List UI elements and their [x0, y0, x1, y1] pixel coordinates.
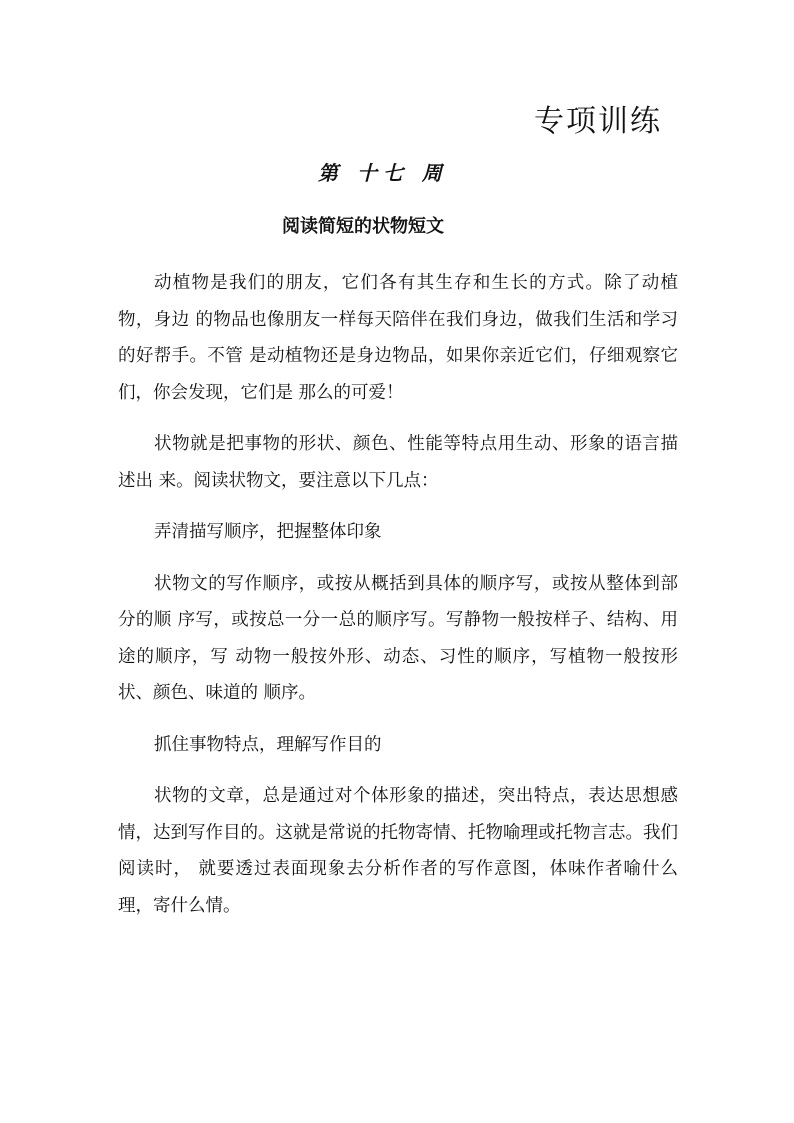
paragraph-intro: 动植物是我们的朋友，它们各有其生存和生长的方式。除了动植物，身边 的物品也像朋友一样每天陪伴在我们身边，做我们生活和学习的好帮手。不管 是动植物还是身边物品，如果你亲近它们，仔细观察它们，你会发现，它们是 那么的可爱！: [118, 273, 678, 403]
paragraph-features: 状物的文章，总是通过对个体形象的描述，突出特点，表达思想感情，达到写作目的。这就是常说的托物寄情、托物喻理或托物言志。我们阅读时， 就要透过表面现象去分析作者的写作意图，体味作者喻什么理，寄什么情。: [118, 786, 678, 916]
article-body: [118, 265, 678, 939]
article-title: 阅读简短的状物短文: [282, 216, 444, 237]
header-title: 专项训练: [534, 104, 662, 139]
week-title: 第 十七 周: [318, 161, 448, 185]
subheading-order: 弄清描写顺序，把握整体印象: [154, 522, 382, 542]
subheading-features: 抓住事物特点，理解写作目的: [154, 734, 382, 755]
paragraph-definition: 状物就是把事物的形状、颜色、性能等特点用生动、形象的语言描述出 来。阅读状物文，要注意以下几点：: [118, 434, 678, 491]
paragraph-order: 状物文的写作顺序，或按从概括到具体的顺序写，或按从整体到部分的顺 序写，或按总一分一总的顺序写。写静物一般按样子、结构、用途的顺序，写 动物一般按外形、动态、习性的顺序，写植物一般按形状、颜色、味道的 顺序。: [118, 573, 678, 703]
